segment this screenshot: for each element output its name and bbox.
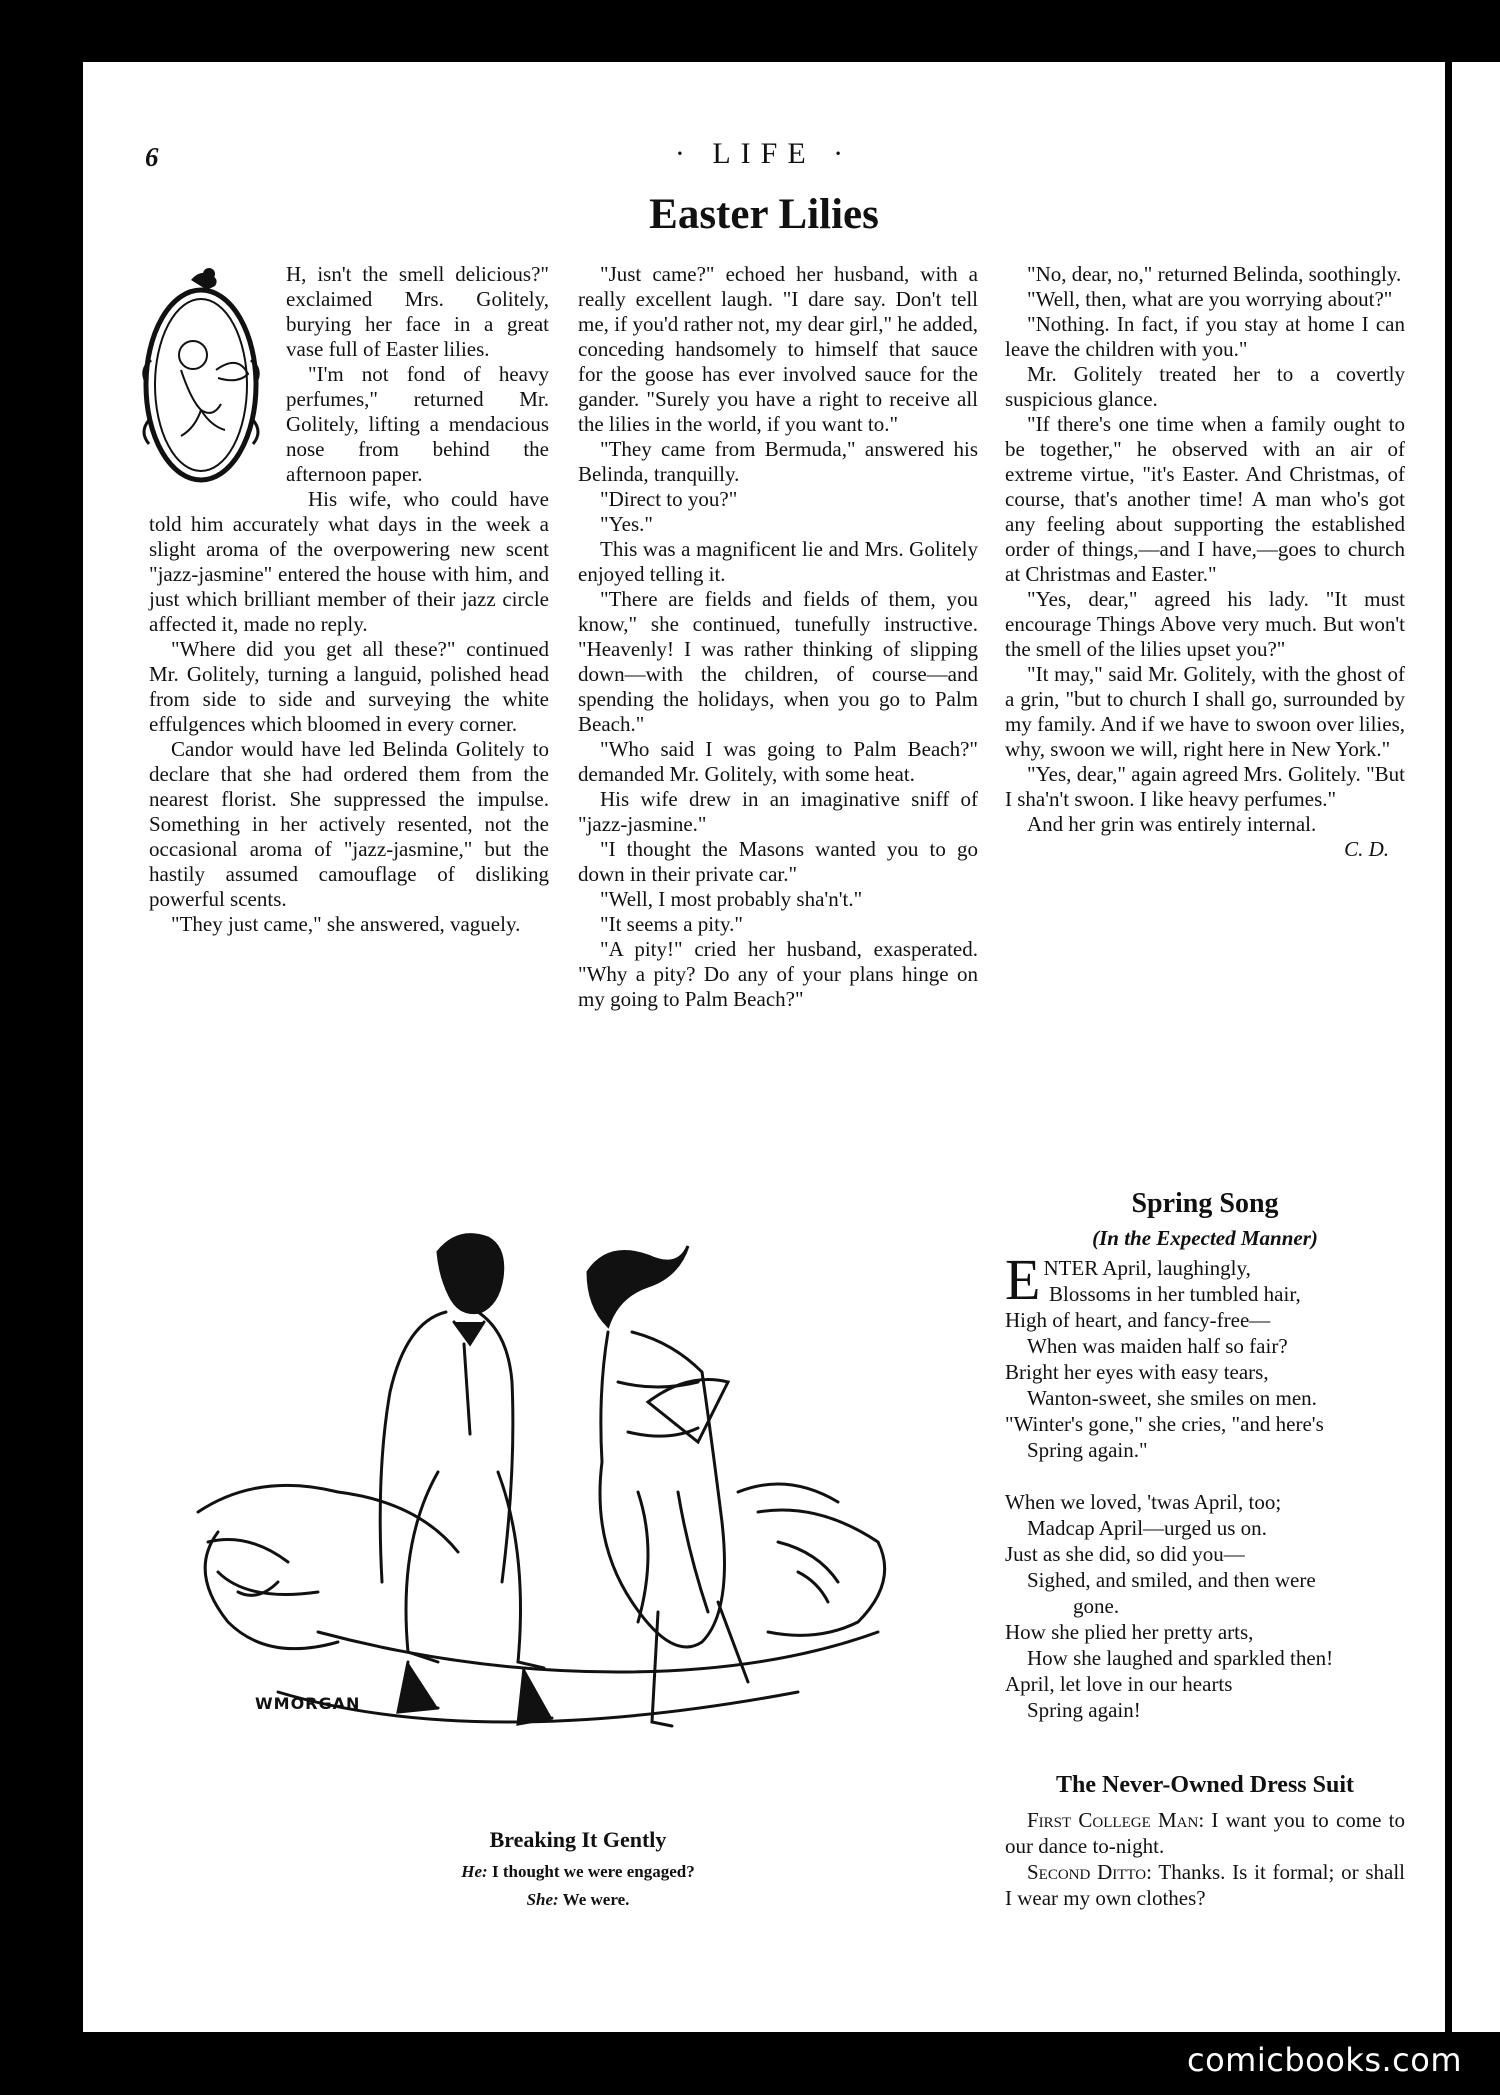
artist-signature: WMORGAN [255, 1694, 361, 1713]
poem-line: When was maiden half so fair? [1027, 1334, 1288, 1358]
article-column-1 [149, 262, 549, 937]
paragraph: H, isn't the smell delicious?" exclaimed Mrs. Golitely, burying her face in a great vase full of Easter lilies. [286, 262, 549, 361]
paragraph: "I'm not fond of heavy perfumes," returned Mr. Golitely, lifting a mendacious nose from behind the afternoon paper. [286, 362, 549, 486]
poem-line: Blossoms in her tumbled hair, [1049, 1282, 1301, 1306]
paragraph: "Nothing. In fact, if you stay at home I can leave the children with you." [1005, 312, 1405, 361]
caption-he-line [178, 1862, 978, 1882]
poem-line: Madcap April—urged us on. [1027, 1516, 1267, 1540]
paragraph: "There are fields and fields of them, you know," she continued, tunefully instructive. "Heavenly! I was rather thinking of slipping down—with the children, of course—and spending the holidays, when you go to Palm Beach." [578, 587, 978, 736]
paragraph: This was a magnificent lie and Mrs. Golitely enjoyed telling it. [578, 537, 978, 586]
poem-drop-letter: E [1005, 1247, 1041, 1312]
caption-she-label: She: [526, 1890, 559, 1909]
poem-line: Sighed, and smiled, and then were [1027, 1568, 1316, 1592]
paragraph: "Direct to you?" [600, 487, 738, 511]
paragraph: His wife, who could have told him accurately what days in the week a slight aroma of the overpowering new scent "jazz-jasmine" entered the house with him, and just which brilliant member of their jazz circle affected it, made no reply. [149, 487, 549, 636]
article-title: Easter Lilies [649, 191, 879, 238]
poem-line: When we loved, 'twas April, too; [1005, 1490, 1282, 1514]
dress-suit-body [1005, 1807, 1405, 1911]
poem-line: Wanton-sweet, she smiles on men. [1027, 1386, 1317, 1410]
poem-line: Bright her eyes with easy tears, [1005, 1360, 1269, 1384]
poem-line: gone. [1073, 1594, 1120, 1618]
dialogue-line [1005, 1859, 1405, 1911]
caption-he-label: He: [461, 1862, 488, 1881]
paragraph: "They came from Bermuda," answered his Belinda, tranquilly. [578, 437, 978, 486]
paragraph: "Yes, dear," again agreed Mrs. Golitely. "But I sha'n't swoon. I like heavy perfumes." [1005, 762, 1405, 811]
article-signature: C. D. [1344, 837, 1389, 861]
paragraph: "I thought the Masons wanted you to go down in their private car." [578, 837, 978, 886]
paragraph: "It may," said Mr. Golitely, with the ghost of a grin, "but to church I shall go, surrounded by my family. And if we have to swoon over lilies, why, swoon we will, right here in New York." [1005, 662, 1405, 761]
illustration-caption-title: Breaking It Gently [489, 1827, 667, 1852]
poem-line: Just as she did, so did you— [1005, 1542, 1245, 1566]
paragraph: "Well, then, what are you worrying about?" [1027, 287, 1393, 311]
dialogue-text: : Thanks. Is it formal; or shall I wear my own clothes? [1005, 1860, 1405, 1910]
speaker-name: Second Ditto [1027, 1860, 1147, 1884]
poem-line: Spring again! [1027, 1698, 1141, 1722]
caption-he-text: I thought we were engaged? [491, 1862, 695, 1881]
decorative-initial-o-icon [131, 260, 276, 505]
masthead: · LIFE · [674, 137, 854, 170]
adjacent-page-edge [1452, 62, 1500, 2032]
poem-line: How she laughed and sparkled then! [1027, 1646, 1334, 1670]
paragraph: "It seems a pity." [600, 912, 743, 936]
paragraph: And her grin was entirely internal. [1027, 812, 1317, 836]
poem-title: Spring Song [1131, 1188, 1279, 1219]
page-number: 6 [145, 142, 159, 172]
paragraph: "Just came?" echoed her husband, with a really excellent laugh. "I dare say. Don't tell me, if you'd rather not, my dear girl," he added, conceding handsomely to himself that sauce for the goose has ever involved sauce for the gander. "Surely you have a right to receive all the lilies in the world, if you want to." [578, 262, 978, 436]
speaker-name: First College Man [1027, 1808, 1199, 1832]
paragraph: "If there's one time when a family ought to be together," he observed with an air of extreme virtue, "it's Easter. And Christmas, of course, that's another time! A man who's got any feeling about supporting the established order of things,—and I have,—goes to church at Christmas and Easter." [1005, 412, 1405, 586]
poem-body [1005, 1247, 1405, 1723]
paragraph: "Yes." [600, 512, 653, 536]
article-column-3 [1005, 262, 1405, 862]
caption-she-line [178, 1890, 978, 1910]
poem-line: Spring again." [1027, 1438, 1148, 1462]
poem-subtitle: (In the Expected Manner) [1092, 1226, 1318, 1250]
dialogue-line [1005, 1807, 1405, 1859]
poem-line: NTER April, laughingly, [1043, 1256, 1251, 1280]
poem-line: "Winter's gone," she cries, "and here's [1005, 1412, 1324, 1436]
paragraph: Candor would have led Belinda Golitely to declare that she had ordered them from the nearest florist. She suppressed the impulse. Something in her actively resented, not the occasional aroma of "jazz-jasmine," but the hastily assumed camouflage of disliking powerful scents. [149, 737, 549, 911]
watermark: comicbooks.com [1186, 2041, 1462, 2079]
paragraph: Mr. Golitely treated her to a covertly suspicious glance. [1005, 362, 1405, 411]
poem-line: April, let love in our hearts [1005, 1672, 1233, 1696]
paragraph: "Where did you get all these?" continued Mr. Golitely, turning a languid, polished head from side to side and surveying the white effulgences which bloomed in every corner. [149, 637, 549, 736]
poem-line: How she plied her pretty arts, [1005, 1620, 1254, 1644]
poem-line: High of heart, and fancy-free— [1005, 1308, 1271, 1332]
caption-she-text: We were. [562, 1890, 630, 1909]
dress-suit-title: The Never-Owned Dress Suit [1056, 1772, 1354, 1798]
paragraph: "Well, I most probably sha'n't." [600, 887, 863, 911]
paragraph: "A pity!" cried her husband, exasperated. "Why a pity? Do any of your plans hinge on my going to Palm Beach?" [578, 937, 978, 1011]
paragraph: "They just came," she answered, vaguely. [171, 912, 521, 936]
magazine-page [83, 62, 1445, 2032]
paragraph: "Yes, dear," agreed his lady. "It must encourage Things Above very much. But won't the smell of the lilies upset you?" [1005, 587, 1405, 661]
article-column-2 [578, 262, 978, 1012]
paragraph: "Who said I was going to Palm Beach?" demanded Mr. Golitely, with some heat. [578, 737, 978, 786]
paragraph: "No, dear, no," returned Belinda, soothingly. [1027, 262, 1402, 286]
paragraph: His wife drew in an imaginative sniff of "jazz-jasmine." [578, 787, 978, 836]
dialogue-text: : I want you to come to our dance to-night. [1005, 1808, 1406, 1858]
